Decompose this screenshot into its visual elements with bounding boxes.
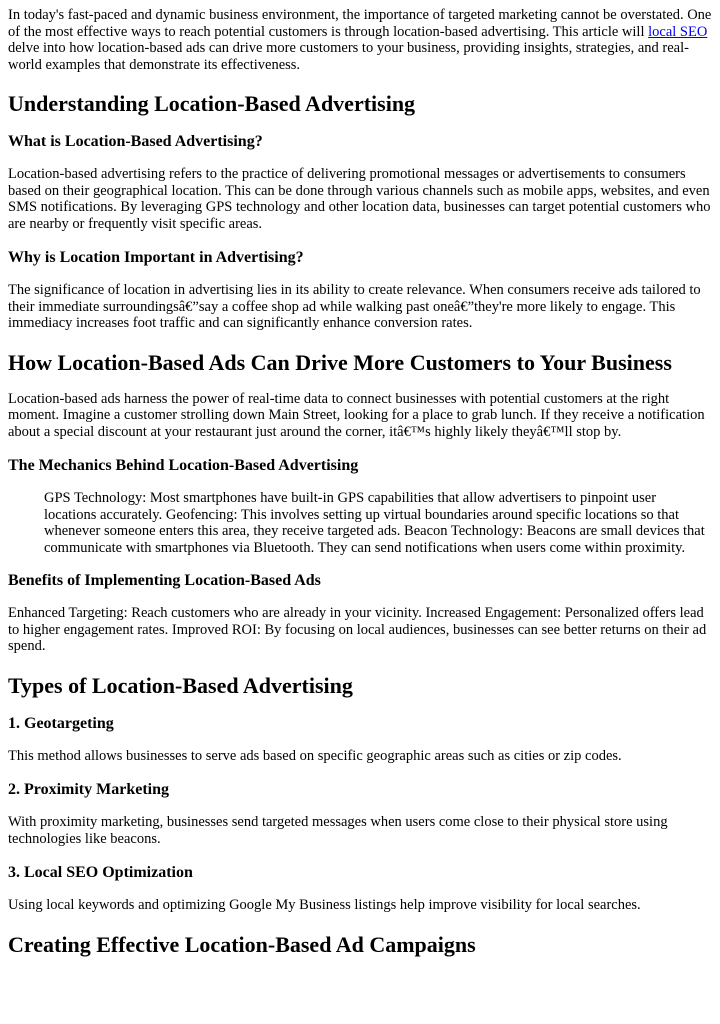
paragraph-proximity: With proximity marketing, businesses send targeted messages when users come close to their physical store using technologies like beacons. (8, 814, 668, 847)
intro-text-before: In today's fast-paced and dynamic business environment, the importance of targeted marketing cannot be overstated. One of the most effective ways to reach potential customers is through location-based advertising. This article will (8, 7, 712, 40)
heading-proximity: 2. Proximity Marketing (8, 781, 170, 798)
heading-how-drive: How Location-Based Ads Can Drive More Customers to Your Business (8, 349, 672, 375)
paragraph-local-seo: Using local keywords and optimizing Google My Business listings help improve visibility for local searches. (8, 897, 641, 913)
heading-understanding: Understanding Location-Based Advertising (8, 91, 416, 116)
intro-paragraph (8, 7, 712, 73)
paragraph-why-location: The significance of location in advertising lies in its ability to create relevance. When consumers receive ads tailored to their immediate surroundingsâ€”say a coffee shop ad while walking past oneâ€”they're more likely to engage. This immediacy increases foot traffic and can significantly enhance conversion rates. (8, 282, 701, 331)
heading-local-seo: 3. Local SEO Optimization (8, 864, 193, 881)
intro-text-after: delve into how location-based ads can drive more customers to your business, providing insights, strategies, and real-world examples that demonstrate its effectiveness. (8, 40, 689, 73)
heading-geotargeting: 1. Geotargeting (8, 714, 114, 732)
heading-what-is: What is Location-Based Advertising? (8, 133, 263, 150)
heading-why-location: Why is Location Important in Advertising? (8, 249, 304, 266)
paragraph-geotargeting: This method allows businesses to serve ads based on specific geographic areas such as cities or zip codes. (8, 747, 622, 764)
paragraph-what-is: Location-based advertising refers to the practice of delivering promotional messages or advertisements to consumers based on their geographical location. This can be done through various channels such as mobile apps, websites, and even SMS notifications. By leveraging GPS technology and other location data, businesses can target potential customers who are nearby or frequently visit specific areas. (8, 166, 711, 232)
paragraph-benefits: Enhanced Targeting: Reach customers who are already in your vicinity. Increased Engagement: Personalized offers lead to higher engagement rates. Improved ROI: By focusing on local audiences, businesses can see better returns on their ad spend. (8, 605, 707, 654)
mechanics-block: GPS Technology: Most smartphones have built-in GPS capabilities that allow advertisers to pinpoint user locations accurately. Geofencing: This involves setting up virtual boundaries around specific locations so that whenever someone enters this area, they receive targeted ads. Beacon Technology: Beacons are small devices that communicate with smartphones via Bluetooth. They can send notifications when users come within proximity. (44, 490, 705, 556)
heading-types: Types of Location-Based Advertising (8, 672, 353, 698)
heading-creating: Creating Effective Location-Based Ad Campaigns (8, 931, 476, 957)
article (0, 7, 720, 958)
local-seo-link[interactable]: local SEO (648, 23, 708, 40)
paragraph-how-drive: Location-based ads harness the power of real-time data to connect businesses with potential customers at the right moment. Imagine a customer strolling down Main Street, looking for a place to grab lunch. If they receive a notification about a special discount at your restaurant just around the corner, itâ€™s highly likely theyâ€™ll stop by. (8, 390, 705, 440)
heading-benefits: Benefits of Implementing Location-Based Ads (8, 572, 321, 589)
heading-mechanics: The Mechanics Behind Location-Based Advertising (8, 457, 359, 474)
